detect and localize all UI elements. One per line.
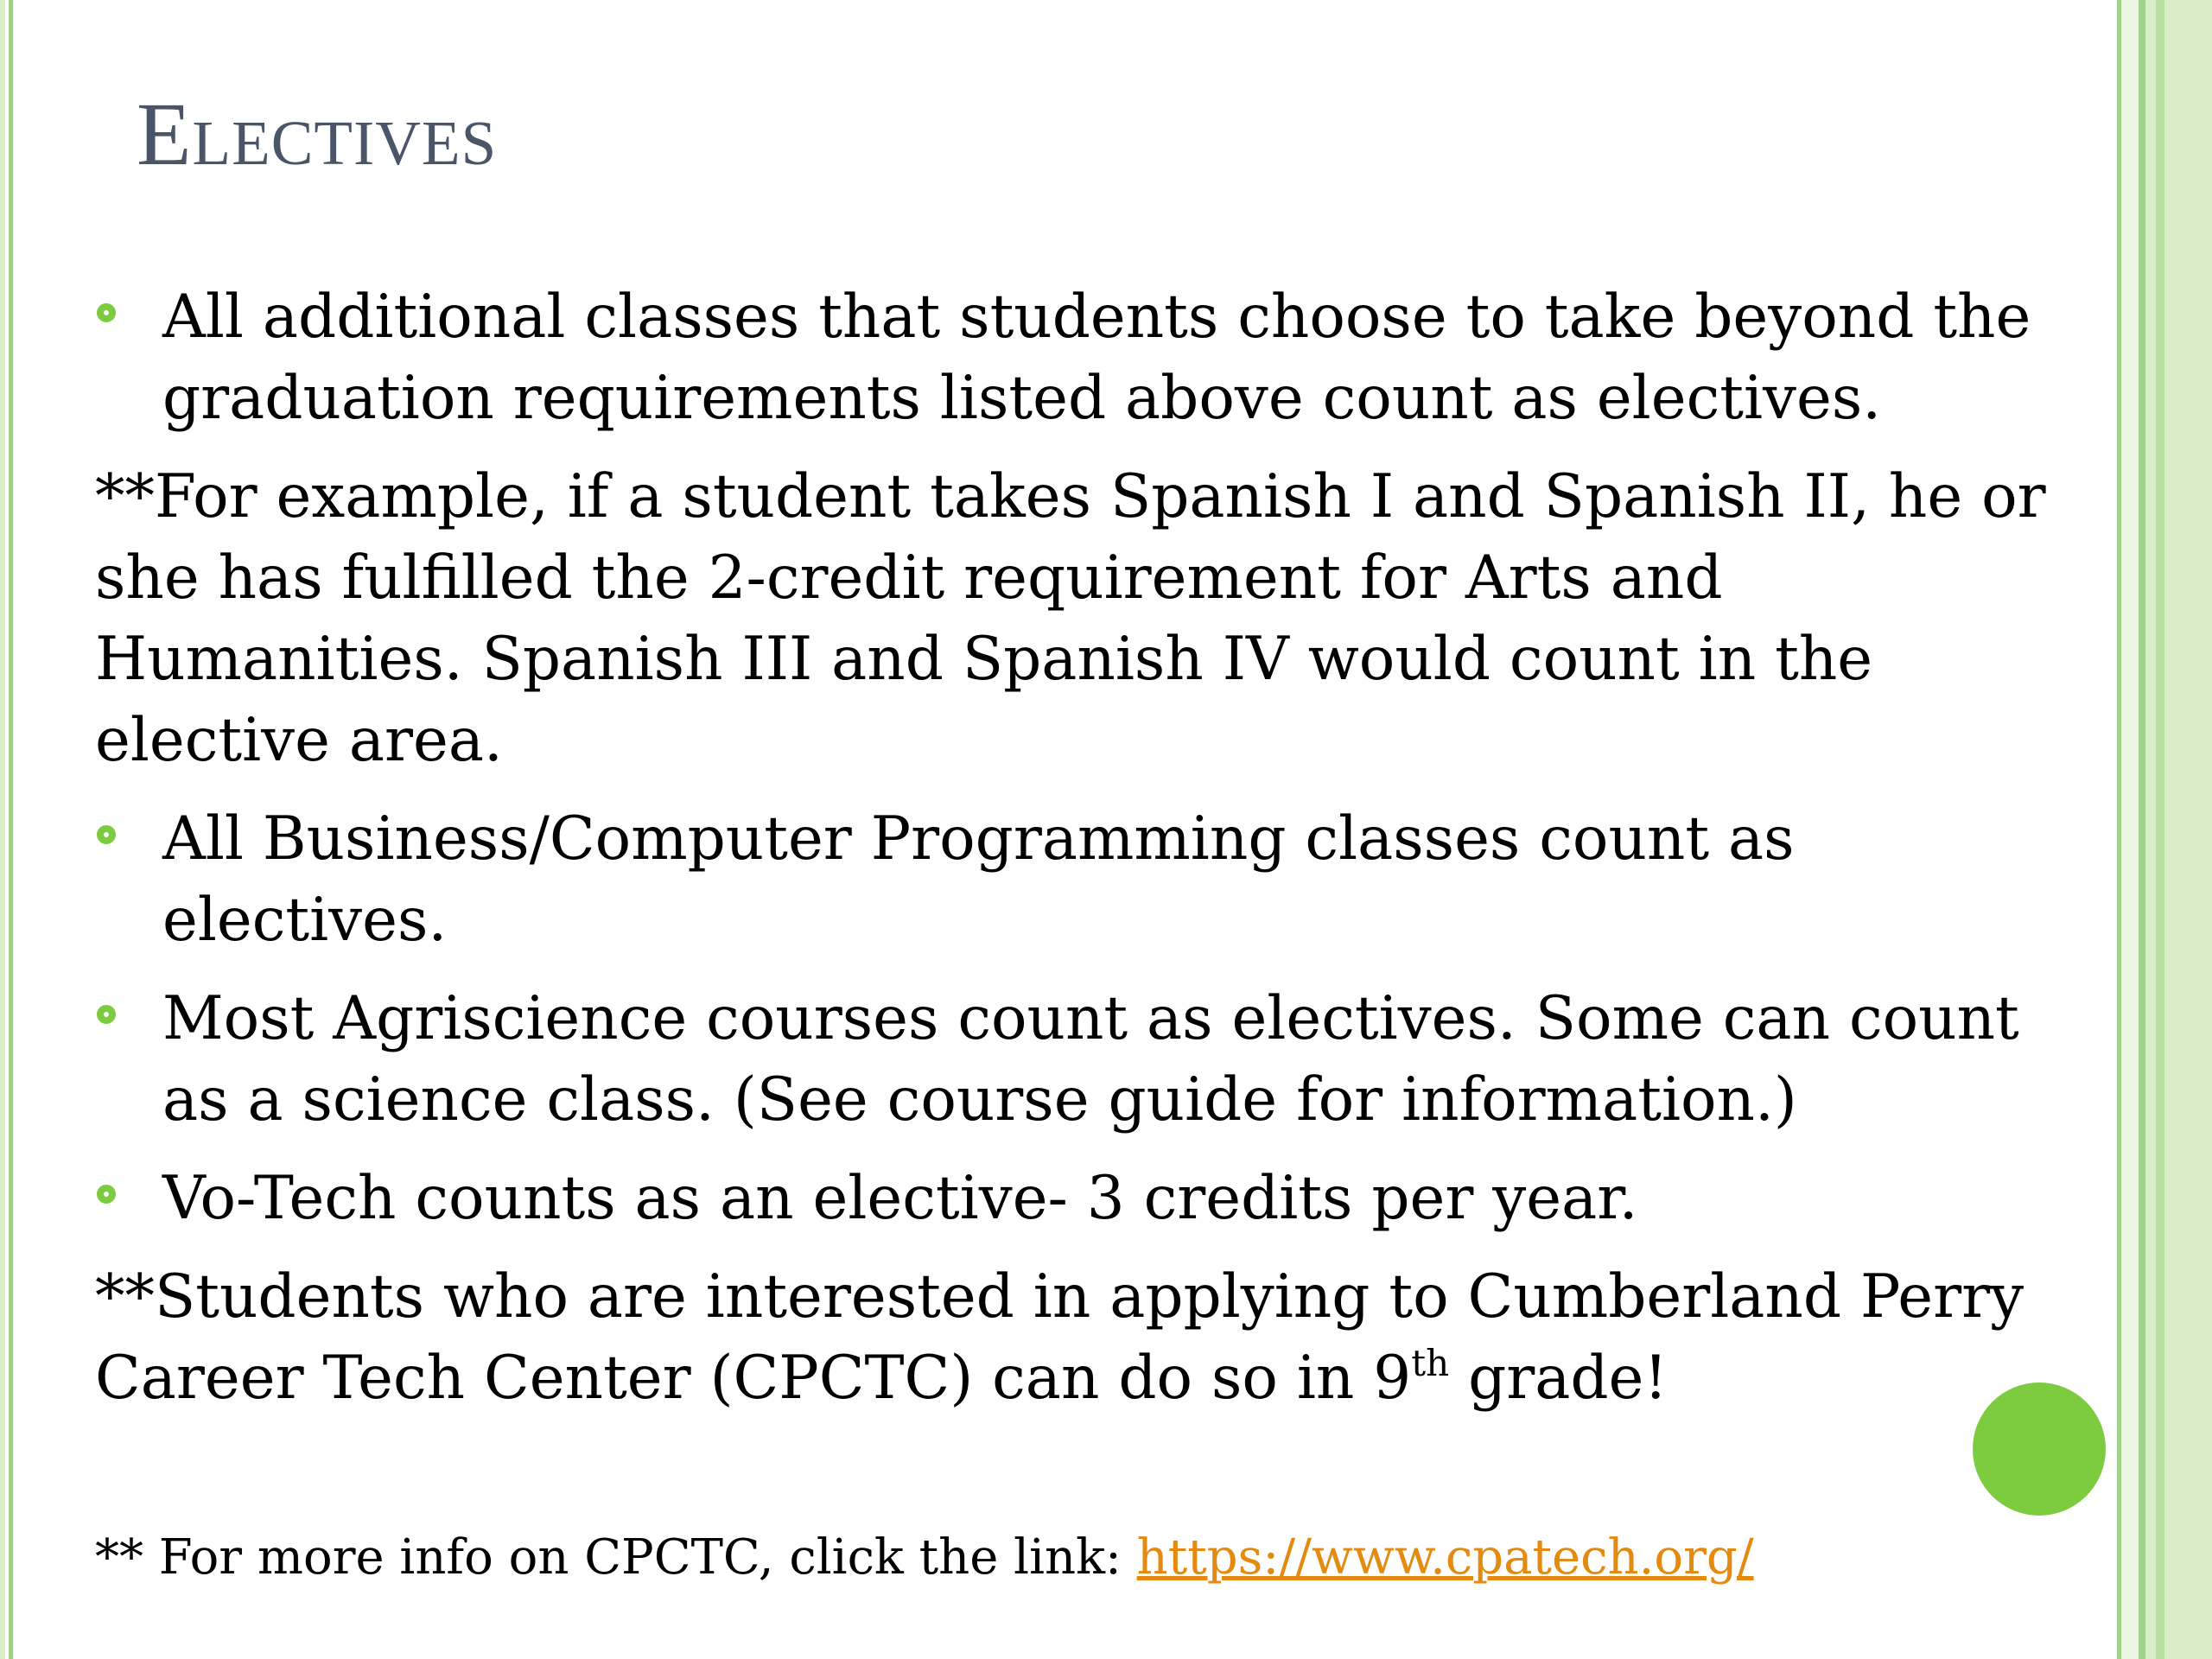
cpctc-note-text: **Students who are interested in applying to Cumberland Perry Career Tech Center (CPCTC) can do so in 9 [95,1262,2024,1413]
bullet-item [95,1158,2082,1239]
cpctc-note [95,1256,2082,1419]
bullet-circle-icon [97,825,116,844]
bullet-circle-icon [97,1005,116,1024]
cpctc-note-end: grade! [1449,1344,1669,1413]
slide-body [95,276,2082,1436]
bullet-item [95,276,2082,439]
bullet-item [95,798,2082,961]
left-border-line [9,0,13,1659]
bullet-item [95,978,2082,1141]
footer-prefix: ** For more info on CPCTC, click the link: [95,1529,1137,1586]
ordinal-superscript: th [1411,1342,1450,1384]
bullet-text: All additional classes that students choose to take beyond the graduation requirements listed above count as electives. [162,283,2031,433]
right-border-stripe [2139,0,2145,1659]
slide-title: Electives [137,85,498,184]
right-border-stripe [2156,0,2164,1659]
right-border-stripe [2164,0,2212,1659]
right-border-stripe [2145,0,2156,1659]
example-note: **For example, if a student takes Spanish I and Spanish II, he or she has fulfilled the 2-credit requirement for Arts and Humanities. Spanish III and Spanish IV would count in the elective area. [95,462,2046,775]
green-circle-decoration-icon [1973,1382,2106,1516]
cpctc-link[interactable]: https://www.cpatech.org/ [1136,1529,1754,1586]
bullet-text: All Business/Computer Programming classes count as electives. [162,804,1795,955]
left-border-stripe [0,0,5,1659]
bullet-text: Most Agriscience courses count as electives. Some can count as a science class. (See course guide for information.) [162,984,2019,1135]
footer-note [95,1528,1754,1588]
bullet-text: Vo-Tech counts as an elective- 3 credits per year. [162,1164,1638,1233]
bullet-circle-icon [97,1185,116,1204]
bullet-circle-icon [97,303,116,322]
right-border-stripe [2121,0,2139,1659]
